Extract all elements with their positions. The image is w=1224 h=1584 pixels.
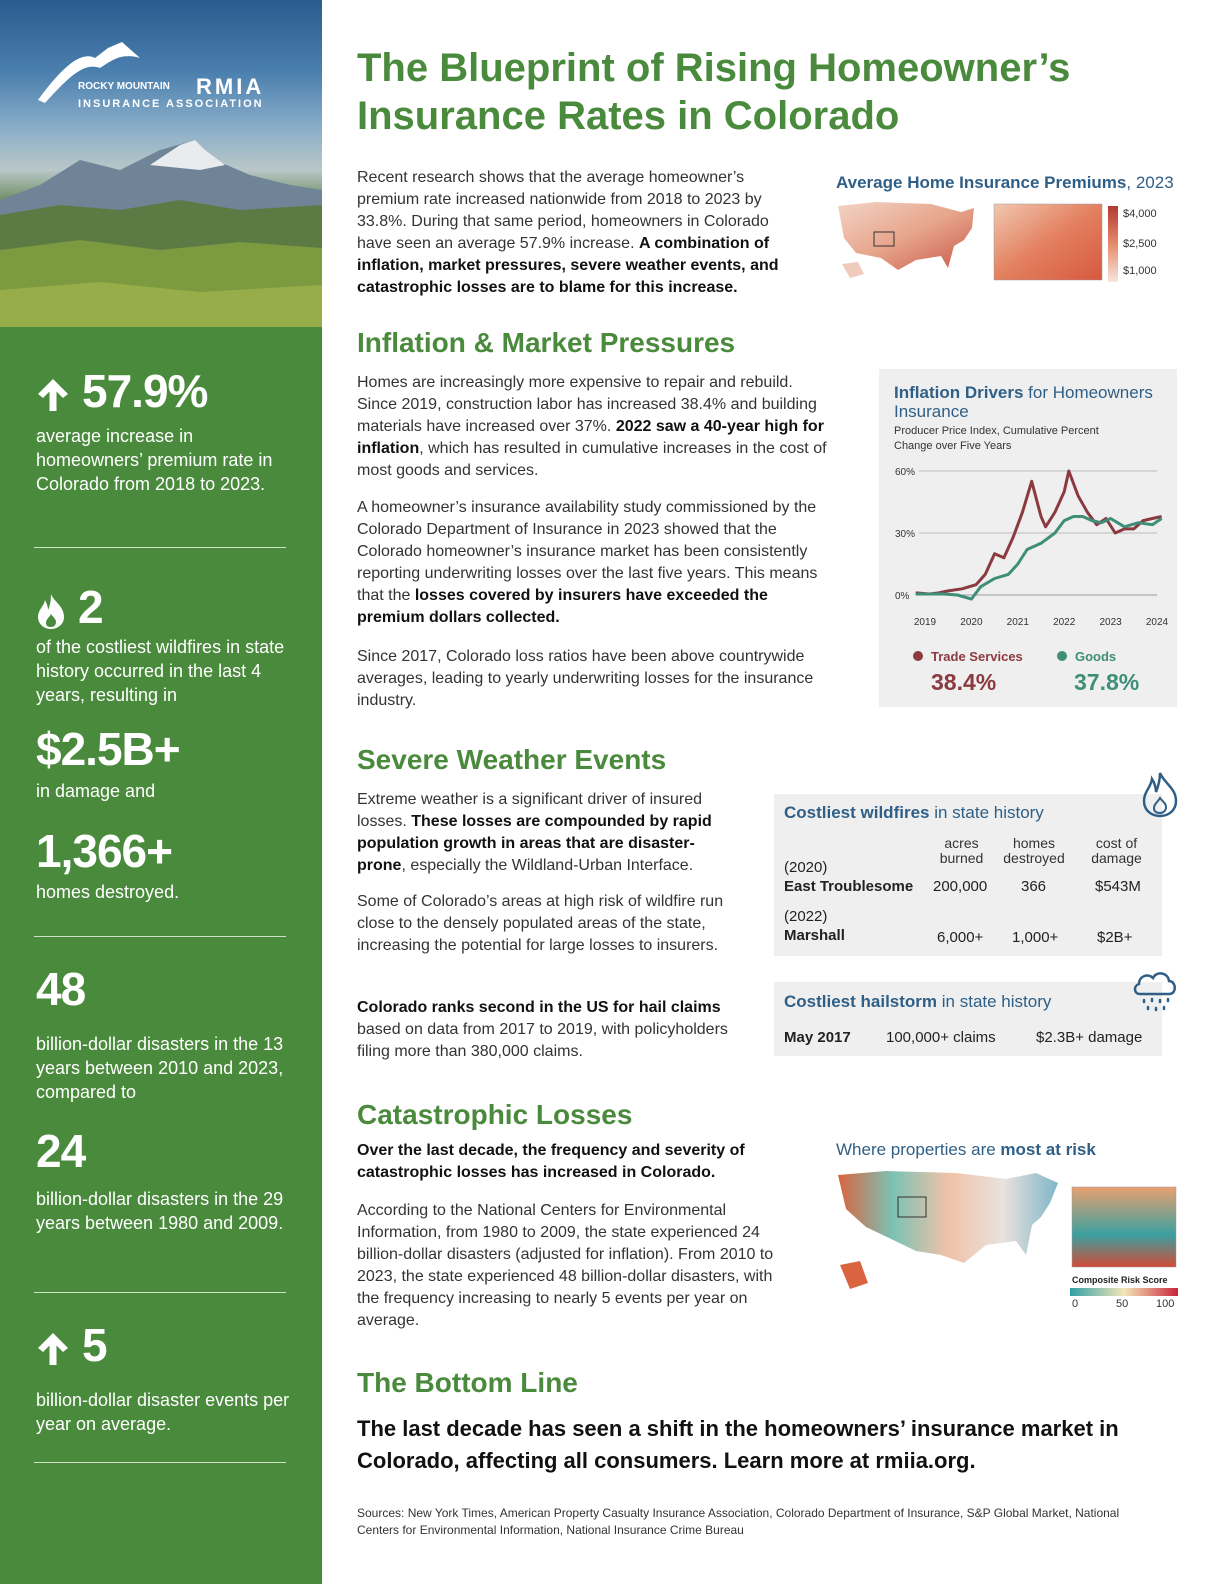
premium-map-caption	[836, 173, 1174, 193]
hail-claims: 100,000+ claims	[886, 1029, 996, 1046]
divider	[34, 1292, 286, 1293]
mountain-illustration	[0, 0, 322, 327]
hail-damage: $2.3B+ damage	[1036, 1029, 1143, 1046]
section-heading-weather: Severe Weather Events	[357, 744, 667, 775]
stat-text: billion-dollar disasters in the 29 years between 1980 and 2009.	[36, 1189, 284, 1233]
risk-legend-bar	[1070, 1288, 1178, 1296]
trade-services-value: 38.4%	[931, 669, 997, 695]
stat-text: average increase in homeowners’ premium rate in Colorado from 2018 to 2023.	[36, 426, 273, 494]
legend-dot	[1057, 651, 1067, 661]
section-heading-catastrophic: Catastrophic Losses	[357, 1099, 633, 1130]
row-year: (2020)	[784, 859, 828, 876]
wildfire-table-panel	[774, 794, 1162, 956]
legend-label: $2,500	[1123, 238, 1157, 250]
logo-text-line2: INSURANCE ASSOCIATION	[78, 98, 264, 110]
chart-title	[894, 383, 1164, 421]
risk-legend-tick: 50	[1116, 1298, 1129, 1310]
sidebar	[0, 0, 322, 1584]
intro-text: Recent research shows that the average homeowner’s premium rate increased nationwide from 2018 to 2023 by 33.8%. During that same period, homeowners in Colorado have seen an average 57.9% increase.	[357, 169, 769, 252]
stat-text: billion-dollar disaster events per year on average.	[36, 1390, 290, 1434]
catastrophic-lead: Over the last decade, the frequency and severity of catastrophic losses has increased in Colorado.	[357, 1142, 745, 1181]
legend-label: $4,000	[1123, 208, 1157, 220]
mountain-photo	[0, 0, 322, 327]
row-homes: 366	[1021, 878, 1047, 895]
stat-disasters-past: 24	[36, 1125, 86, 1177]
row-cost: $543M	[1095, 878, 1141, 895]
text: Extreme weather is a significant driver of insured losses.	[357, 791, 703, 830]
us-map-shape	[838, 202, 974, 270]
intro-bold-text: A combination of inflation, market pressures, severe weather events, and catastrophic losses are to blame for this increase.	[357, 235, 779, 296]
x-tick-label: 2023	[1099, 617, 1122, 628]
arrow-up-icon	[36, 1331, 70, 1367]
inflation-paragraph-2	[357, 497, 827, 629]
risk-legend-title: Composite Risk Score	[1072, 1275, 1168, 1285]
row-year: (2022)	[784, 908, 828, 925]
stat-text: of the costliest wildfires in state history occurred in the last 4 years, resulting in	[36, 637, 285, 705]
caption-bold: Average Home Insurance Premiums	[836, 173, 1127, 192]
legend-label: Trade Services	[931, 649, 1023, 664]
weather-paragraph-1	[357, 789, 742, 877]
weather-paragraph-2: Some of Colorado’s areas at high risk of wildfire run close to the densely populated areas of the state, increasing the potential for large losses to insurers.	[357, 893, 724, 954]
text: based on data from 2017 to 2019, with policyholders filing more than 380,000 claims.	[357, 1021, 728, 1060]
inflation-paragraph-1	[357, 372, 835, 482]
legend-item-goods	[1057, 649, 1116, 664]
stat-text: billion-dollar disasters in the 13 years between 2010 and 2023, compared to	[36, 1034, 284, 1102]
y-tick-label: 0%	[895, 591, 910, 602]
catastrophic-paragraph: According to the National Centers for Environmental Information, from 1980 to 2009, the state experienced 24 billion-dollar disasters (adjusted for inflation). From 2010 to 2023, the state experienced 48 billion-dollar disasters, with the frequency increasing to nearly 5 events per year on average.	[357, 1202, 774, 1329]
x-tick-label: 2022	[1053, 617, 1076, 628]
inflation-paragraph-3: Since 2017, Colorado loss ratios have been above countrywide averages, leading to yearly underwriting losses for the insurance industry.	[357, 648, 814, 709]
row-name: Marshall	[784, 927, 845, 944]
title-bold: Costliest hailstorm	[784, 992, 938, 1011]
divider	[34, 547, 286, 548]
legend-label: $1,000	[1123, 265, 1157, 277]
weather-paragraph-3	[357, 997, 737, 1063]
section-heading-bottom-line: The Bottom Line	[357, 1367, 578, 1398]
hail-cloud-icon	[1130, 966, 1180, 1016]
stat-premium-increase	[36, 364, 207, 418]
inflation-line-chart	[879, 455, 1177, 630]
stat-value: 2	[78, 581, 103, 633]
y-tick-label: 30%	[895, 529, 916, 540]
legend-label: Goods	[1075, 649, 1117, 664]
colorado-risk-map	[1072, 1187, 1176, 1267]
hail-panel	[774, 982, 1162, 1056]
row-acres: 6,000+	[937, 929, 984, 946]
divider	[34, 1462, 286, 1463]
stat-events-per-year	[36, 1318, 107, 1372]
logo-acronym: RMIA	[196, 74, 265, 99]
row-homes: 1,000+	[1012, 929, 1059, 946]
sources: Sources: New York Times, American Property Casualty Insurance Association, Colorado Department of Insurance, S&P Global Market, National Centers for Environmental Information, National Insurance Crime Bureau	[357, 1506, 1120, 1537]
stat-homes-destroyed: 1,366+	[36, 825, 172, 877]
bottom-line-text: The last decade has seen a shift in the homeowners’ insurance market in Colorado, affecting all consumers. Learn more at rmiia.org.	[357, 1416, 1119, 1473]
col-header-cost: cost of damage	[1091, 835, 1142, 866]
intro-paragraph	[357, 167, 807, 299]
stat-damage: $2.5B+	[36, 723, 180, 775]
caption-rest: , 2023	[1126, 173, 1174, 192]
wildfire-table-title	[784, 803, 1044, 823]
stat-wildfires	[36, 580, 103, 634]
stat-text: homes destroyed.	[36, 882, 180, 902]
row-name: East Troublesome	[784, 878, 914, 895]
title-rest: in state history	[937, 992, 1052, 1011]
section-heading-inflation: Inflation & Market Pressures	[357, 327, 736, 358]
premium-legend-bar	[1108, 206, 1118, 282]
alaska-risk-shape	[840, 1261, 868, 1289]
title-rest: in state history	[929, 803, 1044, 822]
caption-plain: Where properties are	[836, 1140, 1001, 1159]
row-cost: $2B+	[1097, 929, 1133, 946]
text: , which has resulted in cumulative increases in the cost of most goods and services.	[357, 440, 827, 479]
text: A homeowner’s insurance availability study commissioned by the Colorado Department of Insurance in 2023 showed that the Colorado homeowner’s insurance market has been consistently reporting underwriting losses over the last five years. This means that the	[357, 499, 818, 604]
bold-text: These losses are compounded by rapid population growth in areas that are disaster-prone	[357, 813, 712, 874]
x-tick-label: 2019	[913, 617, 937, 628]
bold-text: losses covered by insurers have exceeded the premium dollars collected.	[357, 587, 768, 626]
x-tick-label: 2021	[1006, 617, 1029, 628]
hail-title	[784, 992, 1051, 1012]
text: , especially the Wildland-Urban Interface.	[401, 857, 694, 874]
inflation-chart-panel	[879, 369, 1177, 707]
risk-map-caption	[836, 1140, 1096, 1160]
stat-text: in damage and	[36, 781, 156, 801]
row-acres: 200,000	[933, 878, 988, 895]
risk-legend-tick: 100	[1156, 1298, 1175, 1310]
bold-text: Colorado ranks second in the US for hail claims	[357, 999, 721, 1016]
chart-title-bold: Inflation Drivers	[894, 383, 1024, 402]
premium-map	[836, 198, 1136, 290]
logo-text-line1: ROCKY MOUNTAIN	[78, 81, 170, 92]
page-title: The Blueprint of Rising Homeowner’s Insurance Rates in Colorado	[357, 46, 1071, 138]
caption-bold: most at risk	[1000, 1140, 1096, 1159]
col-header-acres: acres burned	[939, 835, 984, 866]
us-risk-shape	[838, 1171, 1058, 1263]
legend-dot	[913, 651, 923, 661]
goods-value: 37.8%	[1074, 669, 1140, 695]
y-tick-label: 60%	[895, 467, 916, 478]
risk-legend-tick: 0	[1072, 1298, 1079, 1310]
chart-title-rest: for Homeowners Insurance	[894, 383, 1153, 421]
fire-icon	[36, 592, 66, 630]
col-header-homes: homes destroyed	[1003, 835, 1065, 866]
bold-text: 2022 saw a 40-year high for inflation	[357, 418, 824, 457]
stat-disasters-recent: 48	[36, 963, 86, 1015]
title-bold: Costliest wildfires	[784, 803, 930, 822]
stat-value: 5	[82, 1319, 107, 1371]
x-tick-label: 2020	[960, 617, 983, 628]
arrow-up-icon	[36, 377, 70, 413]
hail-date: May 2017	[784, 1029, 851, 1046]
x-tick-label: 2024	[1145, 617, 1169, 628]
colorado-map	[994, 204, 1102, 280]
fire-icon	[1140, 770, 1180, 818]
legend-item-trade-services	[913, 649, 1023, 664]
text: Homes are increasingly more expensive to repair and rebuild. Since 2019, construction labor has increased 38.4% and building materials have increased over 37%.	[357, 374, 817, 435]
chart-subtitle: Producer Price Index, Cumulative Percent Change over Five Years	[894, 425, 1099, 452]
alaska-shape	[842, 262, 864, 278]
divider	[34, 936, 286, 937]
stat-value: 57.9%	[82, 365, 208, 417]
